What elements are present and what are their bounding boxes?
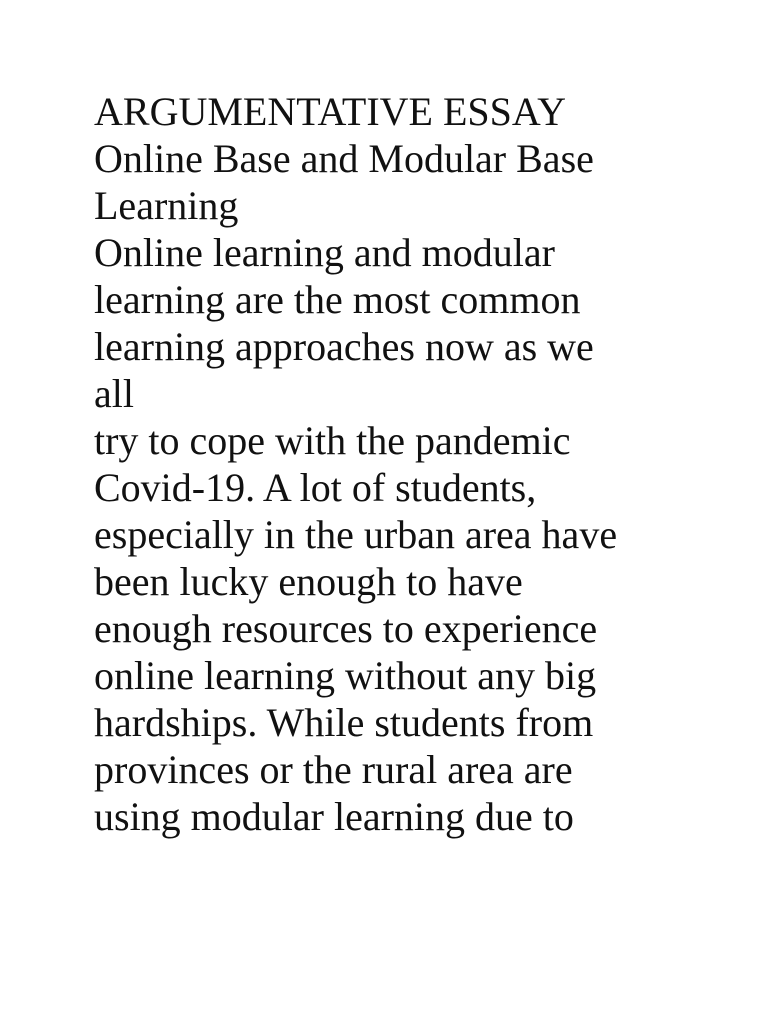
body-text-line: provinces or the rural area are xyxy=(94,747,573,792)
essay-title-line: Online Base and Modular Base xyxy=(94,136,594,181)
body-text-line: learning approaches now as we xyxy=(94,324,594,369)
body-text-line: enough resources to experience xyxy=(94,606,598,651)
body-text-line: especially in the urban area have xyxy=(94,512,618,557)
body-text-line: learning are the most common xyxy=(94,277,581,322)
body-text-line: online learning without any big xyxy=(94,653,597,698)
body-text-line: using modular learning due to xyxy=(94,794,574,839)
essay-title-line: Learning xyxy=(94,183,239,228)
body-text-line: Covid-19. A lot of students, xyxy=(94,465,537,510)
essay-heading: ARGUMENTATIVE ESSAY xyxy=(94,89,567,134)
body-text-line: been lucky enough to have xyxy=(94,559,523,604)
body-text-line: all xyxy=(94,371,134,416)
essay-text xyxy=(94,88,754,840)
body-text-line: Online learning and modular xyxy=(94,230,555,275)
body-text-line: hardships. While students from xyxy=(94,700,594,745)
body-text-line: try to cope with the pandemic xyxy=(94,418,571,463)
